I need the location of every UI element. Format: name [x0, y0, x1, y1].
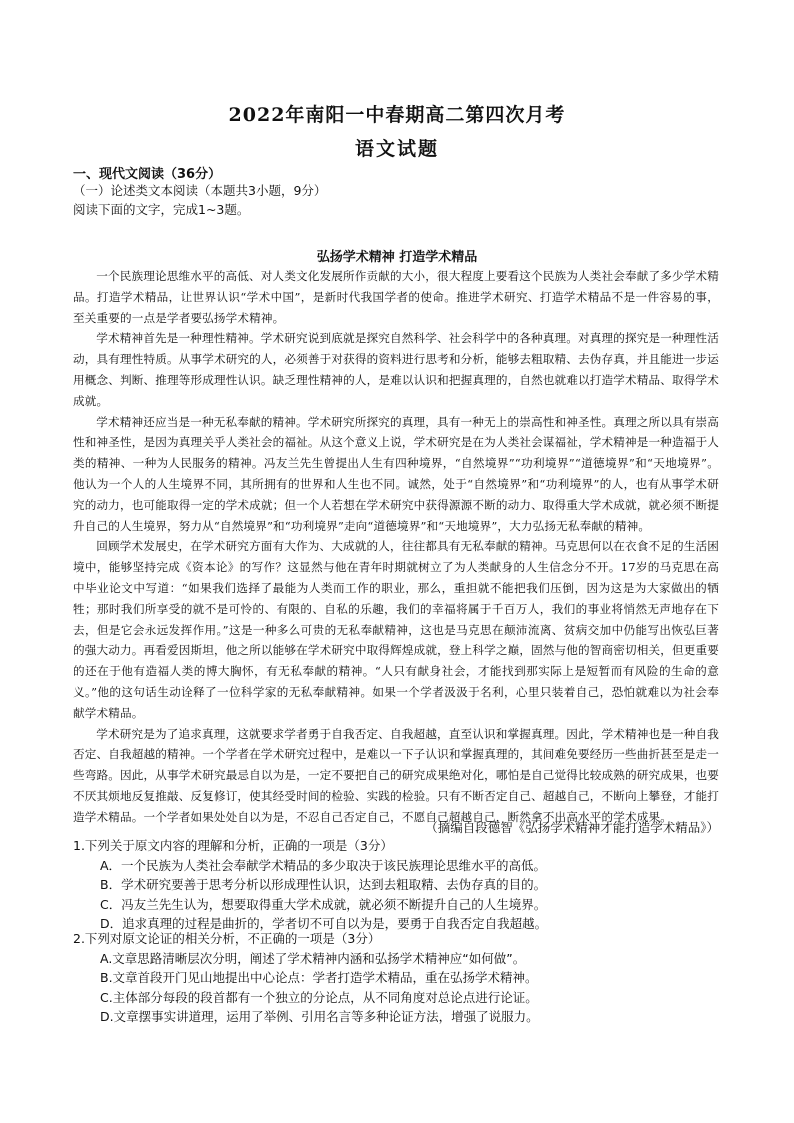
question-2-option-c: C.主体部分每段的段首都有一个独立的分论点，从不同角度对总论点进行论证。 — [100, 989, 538, 1005]
exam-title: 2022年南阳一中春期高二第四次月考 — [228, 104, 566, 126]
question-1-option-b: B．学术研究要善于思考分析以形成理性认识，达到去粗取精、去伪存真的目的。 — [100, 877, 547, 892]
article-paragraph-4: 回顾学术发展史，在学术研究方面有大作为、大成就的人，往往都具有无私奉献的精神。马克思何以在衣食不足的生活困境中，能够坚持完成《资本论》的写作？这显然与他在青年时期就树立了为人类献身的人生信念分不开。17岁的马克思在高中毕业论文中写道：“如果我们选择了最能为人类而工作的职业，那么，重担就不能把我们压倒，因为这是为大家做出的牺牲；那时我们所享受的就不是可怜的、有限的、自私的乐趣，我们的幸福将属于千百万人，我们的事业将悄然无声地存在下去，但是它会永远发挥作用。”这是一种多么可贵的无私奉献精神，这也是马克思在颠沛流离、贫病交加中仍能写出恢弘巨著的强大动力。再看爱因斯坦，他之所以能够在学术研究中取得辉煌成就，登上科学之巅，固然与他的智商密切相关，但更重要的还在于他有造福人类的博大胸怀，有无私奉献的精神。“人只有献身社会，才能找到那实际上是短暂而有风险的生命的意义。”他的这句话生动诠释了一位科学家的无私奉献精神。如果一个学者汲汲于名利，心里只装着自己，恐怕就难以为社会奉献学术精品。 — [73, 539, 719, 720]
question-2 — [73, 929, 733, 1027]
article-paragraph-3: 学术精神还应当是一种无私奉献的精神。学术研究所探究的真理，具有一种无上的崇高性和神圣性。真理之所以具有崇高性和神圣性，是因为真理关乎人类社会的福祉。从这个意义上说，学术研究是在为人类社会谋福祉，学术精神是一种造福于人类的精神、一种为人民服务的精神。冯友兰先生曾提出人生有四种境界，“自然境界”“功利境界”“道德境界”和“天地境界”。他认为一个人的人生境界不同，其所拥有的世界和人生也不同。诚然，处于“自然境界”和“功利境界”的人，也有从事学术研究的动力，也可能取得一定的学术成就；但一个人若想在学术研究中获得源源不断的动力、取得重大学术成就，就必须不断提升自己的人生境界，努力从“自然境界”和“功利境界”走向“道德境界”和“天地境界”，大力弘扬无私奉献的精神。 — [73, 414, 719, 533]
question-1-stem: 1.下列关于原文内容的理解和分析，正确的一项是（3分） — [73, 838, 393, 853]
question-2-option-b: B.文章首段开门见山地提出中心论点：学者打造学术精品，重在弘扬学术精神。 — [100, 970, 538, 985]
article-source: （摘编自段德智《弘扬学术精神才能打造学术精品》） — [425, 820, 719, 835]
article-body — [73, 266, 719, 828]
article-paragraph-2: 学术精神首先是一种理性精神。学术研究说到底就是探究自然科学、社会科学中的各种真理。对真理的探究是一种理性活动，具有理性特质。从事学术研究的人，必须善于对获得的资料进行思考和分析，能够去粗取精、去伪存真，并且能进一步运用概念、判断、推理等形成理性认识。缺乏理性精神的人，是难以认识和把握真理的，自然也就难以打造学术精品、取得学术成就。 — [73, 331, 719, 408]
question-2-option-a: A.文章思路清晰层次分明，阐述了学术精神内涵和弘扬学术精神应“如何做”。 — [100, 950, 526, 966]
exam-subtitle: 语文试题 — [354, 138, 439, 160]
question-2-stem: 2.下列对原文论证的相关分析，不正确的一项是（3分） — [73, 931, 381, 946]
article-paragraph-5: 学术研究是为了追求真理，这就要求学者勇于自我否定、自我超越，直至认识和掌握真理。因此，学术精神也是一种自我否定、自我超越的精神。一个学者在学术研究过程中，是难以一下子认识和掌握真理的，其间难免要经历一些曲折甚至是走一些弯路。因此，从事学术研究最忌自以为是，一定不要把自己的研究成果绝对化，哪怕是自己觉得比较成熟的研究成果，也要不厌其烦地反复推敲、反复修订，使其经受时间的检验、实践的检验。只有不断否定自己、超越自己，不断向上攀登，才能打造学术精品。一个学者如果处处自以为是，不忍自己否定自己，不愿自己超越自己，断然拿不出高水平的学术成果。 — [73, 726, 719, 824]
article-title: 弘扬学术精神 打造学术精品 — [316, 250, 478, 265]
question-1-option-d: D．追求真理的过程是曲折的，学者切不可自以为是，要勇于自我否定自我超越。 — [100, 916, 548, 931]
section-subheading: （一）论述类文本阅读（本题共3小题，9分） — [73, 183, 327, 198]
question-1-option-c: C．冯友兰先生认为，想要取得重大学术成就，就必须不断提升自己的人生境界。 — [100, 896, 547, 912]
section-heading: 一、现代文阅读（36分） — [73, 167, 222, 182]
question-2-option-d: D.文章摆事实讲道理，运用了举例、引用名言等多种论证方法，增强了说服力。 — [100, 1009, 539, 1024]
question-1-option-a: A．一个民族为人类社会奉献学术精品的多少取决于该民族理论思维水平的高低。 — [100, 857, 547, 873]
section-instruction: 阅读下面的文字，完成1~3题。 — [73, 202, 250, 217]
article-paragraph-1: 一个民族理论思维水平的高低、对人类文化发展所作贡献的大小，很大程度上要看这个民族为人类社会奉献了多少学术精品。打造学术精品，让世界认识“学术中国”，是新时代我国学者的使命。推进学术研究、打造学术精品不是一件容易的事，至关重要的一点是学者要弘扬学术精神。 — [73, 269, 719, 325]
question-1 — [73, 836, 733, 934]
